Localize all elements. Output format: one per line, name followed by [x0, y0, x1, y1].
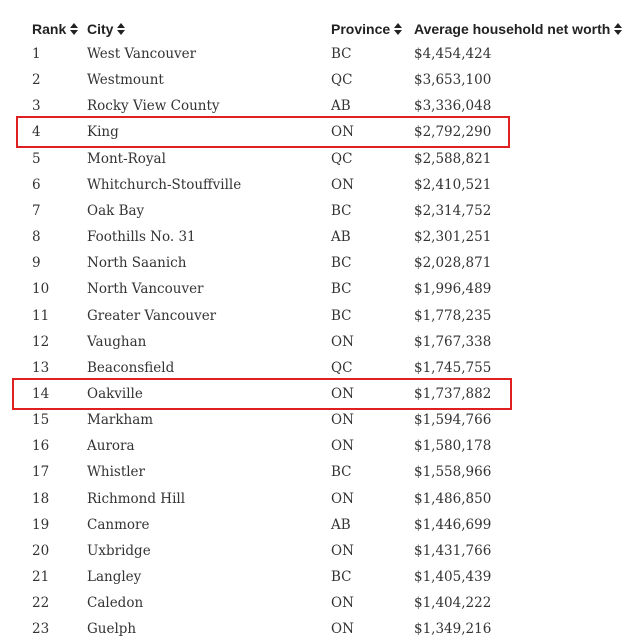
- province-cell: QC: [331, 359, 353, 376]
- province-cell: AB: [331, 516, 351, 533]
- city-cell: Aurora: [87, 438, 135, 455]
- city-cell: Richmond Hill: [87, 490, 186, 507]
- city-cell: Oak Bay: [87, 202, 145, 219]
- sort-icon: [614, 23, 622, 35]
- city-cell: Canmore: [87, 516, 150, 533]
- province-cell: ON: [331, 385, 354, 402]
- table-row: [0, 41, 640, 67]
- province-cell: BC: [331, 255, 352, 272]
- province-cell: ON: [331, 542, 354, 559]
- column-header-net-worth[interactable]: [414, 18, 622, 40]
- net-worth-cell: $1,349,216: [414, 621, 492, 638]
- sort-icon: [394, 23, 402, 35]
- rank-cell: 6: [32, 176, 41, 193]
- table-row: [0, 433, 640, 459]
- province-cell: ON: [331, 490, 354, 507]
- column-header-city[interactable]: [87, 18, 125, 40]
- column-header-label: City: [87, 21, 114, 37]
- city-cell: Westmount: [87, 72, 164, 89]
- net-worth-cell: $1,737,882: [414, 385, 492, 402]
- city-cell: Rocky View County: [87, 98, 220, 115]
- table-row: [0, 172, 640, 198]
- city-cell: Whitchurch-Stouffville: [87, 176, 242, 193]
- province-cell: ON: [331, 412, 354, 429]
- city-cell: North Vancouver: [87, 281, 204, 298]
- net-worth-cell: $3,653,100: [414, 72, 492, 89]
- city-cell: North Saanich: [87, 255, 187, 272]
- rank-cell: 9: [32, 255, 41, 272]
- rank-cell: 19: [32, 516, 50, 533]
- table-row: [0, 146, 640, 172]
- net-worth-cell: $1,431,766: [414, 542, 492, 559]
- city-cell: Oakville: [87, 385, 143, 402]
- city-cell: Markham: [87, 412, 154, 429]
- table-row: [0, 250, 640, 276]
- net-worth-cell: $4,454,424: [414, 46, 492, 62]
- city-cell: Guelph: [87, 621, 137, 638]
- table-row: [0, 564, 640, 590]
- table-row: [0, 93, 640, 119]
- rank-cell: 11: [32, 307, 50, 324]
- net-worth-cell: $2,028,871: [414, 255, 492, 272]
- city-cell: Vaughan: [87, 333, 147, 350]
- table-row: [0, 355, 640, 381]
- net-worth-cell: $1,446,699: [414, 516, 492, 533]
- rank-cell: 2: [32, 72, 41, 89]
- province-cell: ON: [331, 621, 354, 638]
- net-worth-cell: $2,410,521: [414, 176, 492, 193]
- city-cell: Foothills No. 31: [87, 229, 196, 246]
- rank-cell: 14: [32, 385, 50, 402]
- rank-cell: 18: [32, 490, 50, 507]
- rank-cell: 21: [32, 569, 50, 585]
- net-worth-cell: $1,404,222: [414, 595, 492, 612]
- rank-cell: 3: [32, 98, 41, 115]
- table-row: [0, 224, 640, 250]
- table-row: [0, 276, 640, 302]
- province-cell: BC: [331, 569, 352, 585]
- table-row: [0, 67, 640, 93]
- city-cell: King: [87, 124, 119, 141]
- province-cell: AB: [331, 229, 351, 246]
- rank-cell: 23: [32, 621, 50, 638]
- net-worth-cell: $2,588,821: [414, 150, 492, 167]
- province-cell: QC: [331, 150, 353, 167]
- rank-cell: 12: [32, 333, 50, 350]
- column-header-label: Rank: [32, 21, 67, 37]
- province-cell: QC: [331, 72, 353, 89]
- province-cell: ON: [331, 595, 354, 612]
- table-row: [0, 616, 640, 642]
- city-cell: Greater Vancouver: [87, 307, 217, 324]
- table-row: [0, 198, 640, 224]
- province-cell: BC: [331, 46, 352, 62]
- rank-cell: 8: [32, 229, 41, 246]
- province-cell: BC: [331, 202, 352, 219]
- rank-cell: 1: [32, 46, 41, 62]
- net-worth-cell: $1,778,235: [414, 307, 492, 324]
- rank-cell: 15: [32, 412, 50, 429]
- city-cell: Whistler: [87, 464, 146, 481]
- city-cell: Beaconsfield: [87, 359, 175, 376]
- net-worth-cell: $2,301,251: [414, 229, 492, 246]
- sort-icon: [117, 23, 125, 35]
- column-header-label: Average household net worth: [414, 21, 611, 37]
- province-cell: ON: [331, 438, 354, 455]
- table-row: [0, 538, 640, 564]
- rank-cell: 4: [32, 124, 41, 141]
- province-cell: AB: [331, 98, 351, 115]
- city-cell: Langley: [87, 569, 142, 585]
- rank-cell: 7: [32, 202, 41, 219]
- table-row: [0, 486, 640, 512]
- sort-icon: [70, 23, 78, 35]
- net-worth-cell: $1,580,178: [414, 438, 492, 455]
- province-cell: BC: [331, 281, 352, 298]
- table-row: [0, 459, 640, 485]
- city-cell: Mont-Royal: [87, 150, 166, 167]
- province-cell: BC: [331, 307, 352, 324]
- table-row: [0, 512, 640, 538]
- province-cell: ON: [331, 333, 354, 350]
- net-worth-cell: $1,486,850: [414, 490, 492, 507]
- city-cell: Uxbridge: [87, 542, 151, 559]
- net-worth-cell: $2,314,752: [414, 202, 492, 219]
- rank-cell: 10: [32, 281, 50, 298]
- net-worth-cell: $1,745,755: [414, 359, 492, 376]
- table-row: [0, 329, 640, 355]
- column-header-rank[interactable]: [32, 18, 78, 40]
- city-cell: West Vancouver: [87, 46, 197, 62]
- net-worth-cell: $1,996,489: [414, 281, 492, 298]
- province-cell: BC: [331, 464, 352, 481]
- column-header-province[interactable]: [331, 18, 402, 40]
- net-worth-cell: $1,558,966: [414, 464, 492, 481]
- net-worth-cell: $3,336,048: [414, 98, 492, 115]
- rank-cell: 22: [32, 595, 50, 612]
- table-row: [0, 590, 640, 616]
- net-worth-cell: $1,594,766: [414, 412, 492, 429]
- table-row: [0, 303, 640, 329]
- rank-cell: 5: [32, 150, 41, 167]
- table-row: [0, 407, 640, 433]
- city-cell: Caledon: [87, 595, 144, 612]
- rank-cell: 16: [32, 438, 50, 455]
- rank-cell: 13: [32, 359, 50, 376]
- table-row: [0, 381, 640, 407]
- province-cell: ON: [331, 176, 354, 193]
- table-row: [0, 119, 640, 145]
- column-header-label: Province: [331, 21, 391, 37]
- net-worth-cell: $2,792,290: [414, 124, 492, 141]
- rank-cell: 20: [32, 542, 50, 559]
- rank-cell: 17: [32, 464, 50, 481]
- net-worth-cell: $1,767,338: [414, 333, 492, 350]
- province-cell: ON: [331, 124, 354, 141]
- net-worth-cell: $1,405,439: [414, 569, 492, 585]
